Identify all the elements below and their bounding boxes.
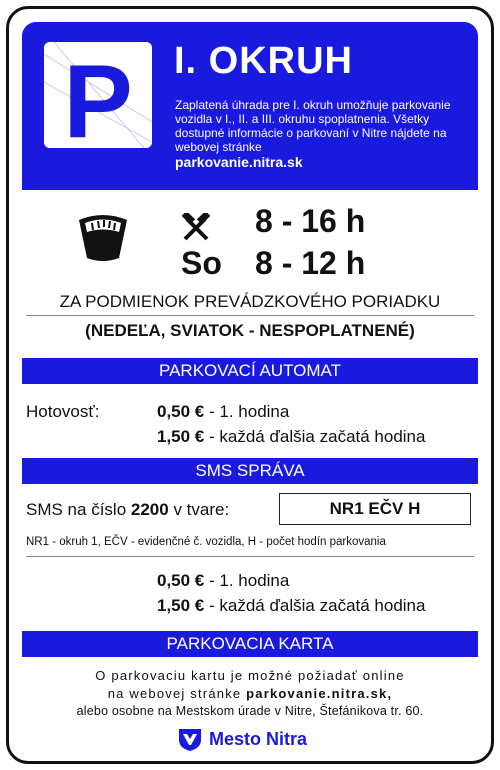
sms-price-row-1	[157, 571, 289, 591]
card-info-prefix: na webovej stránke	[107, 686, 242, 701]
parking-p-icon	[44, 42, 152, 148]
sms-price-row-2	[157, 596, 425, 616]
automat-price-row-1	[157, 402, 289, 422]
card-info-line-1: O parkovaciu kartu je možné požiadať online	[95, 668, 405, 683]
sms-format-box: NR1 EČV H	[279, 493, 471, 525]
workdays-hammers-icon	[181, 213, 211, 241]
automat-price-row-2	[157, 427, 425, 447]
logo-letter: P	[63, 44, 133, 148]
cash-label: Hotovosť:	[26, 402, 100, 421]
card-website-link[interactable]: parkovanie.nitra.sk,	[246, 686, 393, 701]
price: 0,50 €	[157, 402, 205, 421]
price-description: - 1. hodina	[209, 571, 290, 590]
weekday-hours: 8 - 16 h	[255, 203, 366, 239]
price-description: - každá ďalšia začatá hodina	[209, 596, 426, 615]
card-band: PARKOVACIA KARTA	[22, 631, 478, 657]
parking-logo	[44, 42, 152, 148]
conditions-line: ZA PODMIENOK PREVÁDZKOVÉHO PORIADKU	[59, 292, 441, 311]
divider	[26, 556, 474, 557]
card-info-line-2	[9, 686, 491, 701]
sms-prefix: SMS na číslo	[26, 500, 127, 519]
price: 1,50 €	[157, 427, 205, 446]
free-days-note: (NEDEĽA, SVIATOK - NESPOPLATNENÉ)	[85, 321, 415, 340]
city-brand	[177, 725, 307, 753]
city-name: Mesto Nitra	[209, 728, 308, 749]
sms-band: SMS SPRÁVA	[22, 458, 478, 484]
price-description: - každá ďalšia začatá hodina	[209, 427, 426, 446]
saturday-hours: 8 - 12 h	[255, 245, 366, 281]
sms-number: 2200	[130, 500, 169, 519]
sms-instruction	[26, 500, 229, 520]
header-panel	[22, 22, 478, 190]
parking-sign	[6, 6, 494, 764]
parking-meter-icon	[75, 212, 131, 264]
website-link[interactable]: parkovanie.nitra.sk	[175, 154, 303, 170]
card-info-line-3: alebo osobne na Mestskom úrade v Nitre, Štefánikova tr. 60.	[76, 704, 424, 718]
price: 0,50 €	[157, 571, 205, 590]
sms-format-note: NR1 - okruh 1, EČV - evidenčné č. vozidla, H - počet hodín parkovania	[26, 536, 386, 548]
zone-description: Zaplatená úhrada pre I. okruh umožňuje parkovanie vozidla v I., II. a III. okruhu spoplatnenia. Všetky dostupné informácie o parkovaní v Nitre nájdete na webovej stránke	[175, 98, 451, 154]
automat-band: PARKOVACÍ AUTOMAT	[22, 358, 478, 384]
zone-title: I. OKRUH	[174, 40, 353, 82]
divider	[26, 315, 474, 316]
sms-suffix: v tvare:	[173, 500, 230, 519]
price-description: - 1. hodina	[209, 402, 290, 421]
price: 1,50 €	[157, 596, 205, 615]
city-crest-icon	[177, 726, 203, 752]
saturday-label: So	[181, 245, 222, 281]
